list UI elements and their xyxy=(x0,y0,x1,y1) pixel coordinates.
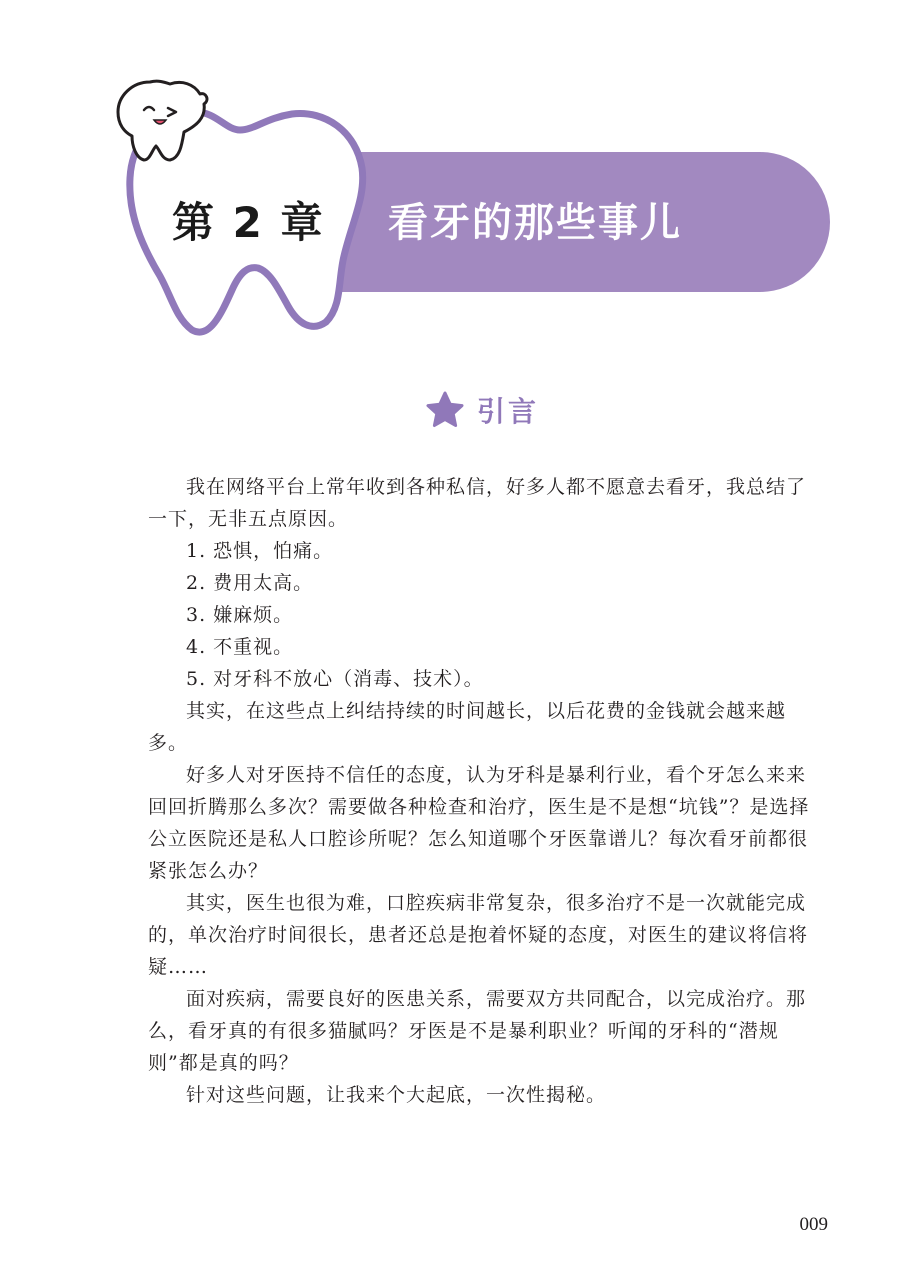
list-item: 4. 不重视。 xyxy=(186,636,294,658)
paragraph: 针对这些问题，让我来个大起底，一次性揭秘。 xyxy=(186,1084,607,1106)
star-icon xyxy=(425,390,465,430)
paragraph: 面对疾病，需要良好的医患关系，需要双方共同配合，以完成治疗。那么，看牙真的有很多猫腻吗？牙医是不是暴利职业？听闻的牙科的“潜规则”都是真的吗？ xyxy=(148,988,807,1074)
chapter-number: 第 2 章 xyxy=(172,198,325,247)
chapter-banner xyxy=(0,0,900,360)
page-number: 009 xyxy=(799,1214,828,1235)
section-heading xyxy=(425,388,539,432)
body-text xyxy=(148,471,820,1111)
list-item: 3. 嫌麻烦。 xyxy=(186,604,294,626)
list-item: 1. 恐惧，怕痛。 xyxy=(186,540,334,562)
paragraph: 好多人对牙医持不信任的态度，认为牙科是暴利行业，看个牙怎么来来回回折腾那么多次？需要做各种检查和治疗，医生是不是想“坑钱”？是选择公立医院还是私人口腔诊所呢？怎么知道哪个牙医靠谱儿？每次看牙前都很紧张怎么办？ xyxy=(148,764,810,882)
section-title: 引言 xyxy=(477,395,540,428)
list-item: 5. 对牙科不放心（消毒、技术）。 xyxy=(186,668,484,690)
chapter-title: 看牙的那些事儿 xyxy=(388,200,682,246)
paragraph: 其实，在这些点上纠结持续的时间越长，以后花费的金钱就会越来越多。 xyxy=(148,700,787,754)
list-item: 2. 费用太高。 xyxy=(186,572,314,594)
paragraph: 其实，医生也很为难，口腔疾病非常复杂，很多治疗不是一次就能完成的，单次治疗时间很长，患者还总是抱着怀疑的态度，对医生的建议将信将疑…… xyxy=(148,892,809,978)
paragraph: 我在网络平台上常年收到各种私信，好多人都不愿意去看牙，我总结了一下，无非五点原因。 xyxy=(148,476,807,530)
